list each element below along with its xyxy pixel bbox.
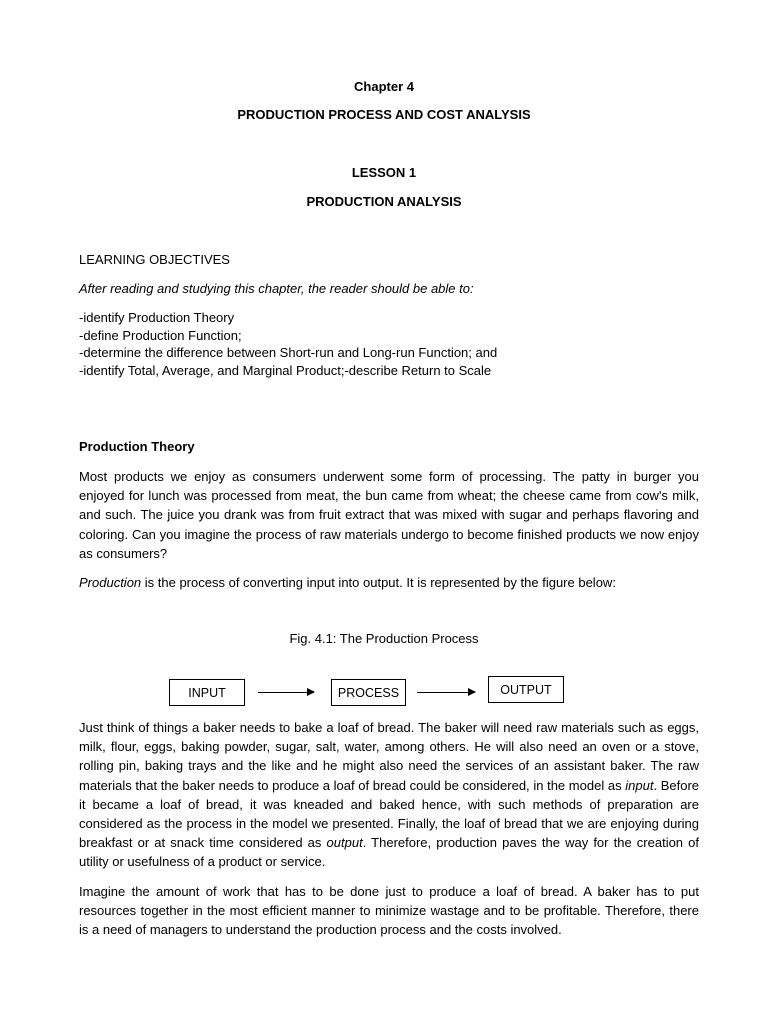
lesson-number: LESSON 1 (351, 165, 417, 180)
input-box: INPUT (169, 679, 245, 706)
paragraph-3-text: Just think of things a baker needs to bake a loaf of bread. The baker will need raw materials such as eggs, milk, flour, eggs, baking powder, sugar, salt, water, among others. He will also need an oven or a stove, rolling pin, baking trays and the like and he might also need the services of an assistant baker. The raw materials that the baker needs to produce a loaf of bread could be considered, in the model as (79, 720, 699, 793)
objectives-intro-wrap (79, 281, 699, 296)
paragraph-3-text: . Therefore, production paves the way for the creation of utility or usefulness of a product or service. (79, 835, 699, 870)
arrow-right-icon (258, 692, 314, 693)
chapter-number: Chapter 4 (354, 79, 414, 94)
chapter-title: PRODUCTION PROCESS AND COST ANALYSIS (237, 107, 531, 122)
output-term: output (326, 835, 363, 851)
objective-item: -determine the difference between Short-run and Long-run Function; and (79, 345, 498, 360)
objective-item: -define Production Function; (79, 327, 242, 343)
objectives-intro: After reading and studying this chapter, the reader should be able to: (79, 281, 474, 296)
lesson-title: PRODUCTION ANALYSIS (306, 194, 462, 209)
objective-item: -identify Production Theory (79, 310, 235, 325)
figure-caption: Fig. 4.1: The Production Process (289, 631, 479, 646)
process-box: PROCESS (331, 679, 406, 706)
output-box: OUTPUT (488, 676, 564, 703)
production-term: Production (79, 575, 142, 590)
section-heading: Production Theory (79, 439, 195, 454)
objective-item: -identify Total, Average, and Marginal Product;-describe Return to Scale (79, 362, 492, 378)
body-paragraph-3 (79, 718, 699, 872)
arrow-right-icon (417, 692, 475, 693)
input-term: input (625, 777, 654, 793)
paragraph-3-text: . Before it became a loaf of bread, it was kneaded and baked hence, with such methods of preparation are considered as the process in the model we presented. Finally, the loaf of bread that we are enjoying during breakfast or at snack time considered as (79, 777, 699, 851)
objectives-list (79, 309, 699, 379)
theory-paragraph-2-text: is the process of converting input into output. It is represented by the figure below: (141, 575, 616, 590)
theory-paragraph-2 (79, 573, 699, 592)
objectives-heading: LEARNING OBJECTIVES (79, 252, 230, 267)
theory-paragraph-1: Most products we enjoy as consumers underwent some form of processing. The patty in burger you enjoyed for lunch was processed from meat, the bun came from wheat; the cheese came from cow's milk, and such. The juice you drank was from fruit extract that was mixed with sugar and perhaps flavoring and coloring. Can you imagine the process of raw materials undergo to become finished products we now enjoy as consumers? (79, 469, 699, 561)
body-paragraph-4: Imagine the amount of work that has to be done just to produce a loaf of bread. A baker has to put resources together in the most efficient manner to minimize wastage and to be profitable. Therefore, there is a need of managers to understand the production process and the costs involved. (79, 884, 699, 938)
